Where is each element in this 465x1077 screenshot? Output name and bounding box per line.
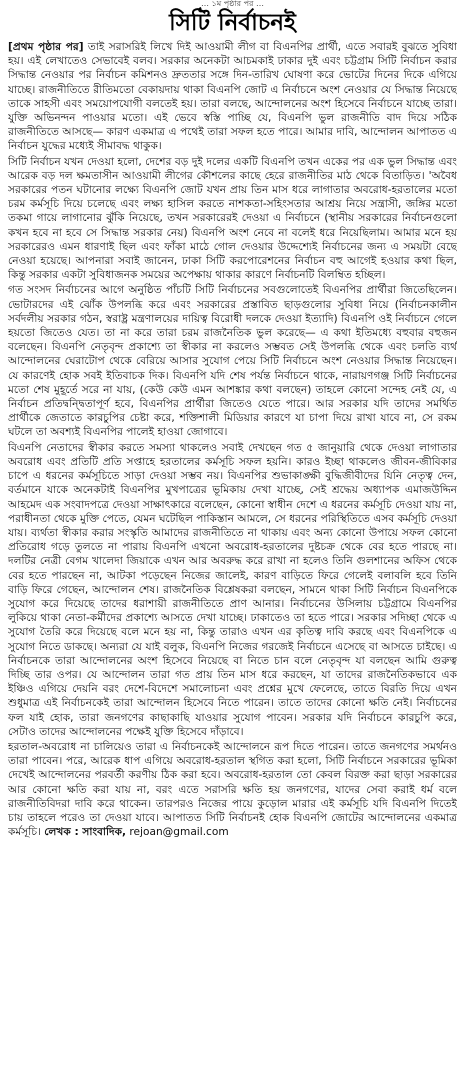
paragraph-4: বিএনপি নেতাদের স্বীকার করতে সমস্যা থাকলেও সবাই দেখছেন গত ৫ জানুয়ারি থেকে দেওয়া লাগাতার অবরোধ এবং প্রতিটি প্রতি সপ্তাহে হরতালের কর্মসূচি সফল হয়নি। কারও ইচ্ছা থাকলেও জীবন-জীবিকার চাপে এ ধরনের কর্মসূচিতে সাড়া দেওয়া সম্ভব নয়। বিএনপির শুভাকাঙ্ক্ষী বুদ্ধিজীবীদের যিনি নেতৃত্ব দেন, বর্তমানে যাকে অনেকটাই বিএনপির মুখপাত্রের ভূমিকায় দেখা যাচ্ছে, সেই শ্রদ্ধেয় অধ্যাপক এমাজউদ্দিন আহমেদ এক সংবাদপত্রে দেওয়া সাক্ষাৎকারে বলেছেন, কোনো স্বাধীন দেশে এ ধরনের কর্মসূচি দেওয়া যায় না, পরাধীনতা থেকে মুক্তি পেতে, যেমন ঘটেছিল পাকিস্তান আমলে, সে ধরনের পরিস্থিতিতে এসব কর্মসূচি দেওয়া যায়। ব্যর্থতা স্বীকার করার সংস্কৃতি আমাদের রাজনীতিতে না থাকায় এবং অন্য কোনো উপায়ে সফল কোনো প্রতিরোধ গড়ে তুলতে না পারায় বিএনপি এখনো অবরোধ-হরতালের দুষ্টচক্র থেকে বের হতে পারছে না। দলটির নেত্রী বেগম খালেদা জিয়াকে এখন আর অবরুদ্ধ করে রাখা না হলেও তিনি গুলশানের অফিস থেকে বের হতে পারছেন না, আটকা পড়েছেন নিজের জালেই, কারণ বাড়িতে ফিরে গেলেই বলাবলি হবে তিনি বাড়ি ফিরে গেছেন, আন্দোলন শেষ। রাজনৈতিক বিশ্লেষকরা বলছেন, সামনে থাকা সিটি নির্বাচন বিএনপিকে সুযোগ করে দিয়েছে তাদের ধরাশায়ী রাজনীতিতে প্রাণ আনার। নির্বাচনের উসিলায় চট্টগ্রামে বিএনপির লুকিয়ে থাকা নেতা-কর্মীদের প্রকাশ্যে আসতে দেখা যাচ্ছে। ঢাকাতেও তা হতে পারে। সরকার সদিচ্ছা থেকে এ সুযোগ তৈরি করে দিয়েছে বলে মনে হয় না, কিন্তু তারাও এখন এর কৃতিত্ব দাবি করছে এবং বিএনপিকে এ সুযোগ নিতে ডাকছে। অন্যরা যে যাই বলুক, বিএনপি নিজের গরজেই নির্বাচনে এসেছে বা আসতে চাইছে। এ নির্বাচনকে তারা আন্দোলনের অংশ হিসেবে নিয়েছে বা নিতে চান বলে নেতৃবৃন্দ যা বলছেন আমি গুরুত্ব দিচ্ছি তার ওপর। যে আন্দোলন তারা গত প্রায় তিন মাস ধরে করছেন, যা তাদের রাজনৈতিকভাবে এক ইঞ্চিও এগিয়ে দেয়নি বরং দেশে-বিদেশে সমালোচনা এবং প্রশ্নের মুখে ফেলেছে, তাতে বিরতি দিয়ে এখন শুধুমাত্র এই নির্বাচনকেই তারা আন্দোলন হিসেবে নিতে পারেন। তাতে তাদের কোনো ক্ষতি নেই। নির্বাচনের ফল যাই হোক, তারা জনগণের কাছাকাছি যাওয়ার সুযোগ পাবেন। সরকার যদি নির্বাচনে কারচুপি করে, সেটাও তাদের আন্দোলনের পক্ষেই যুক্তি হিসেবে দাঁড়াবে। — [8, 441, 457, 738]
headline: সিটি নির্বাচনই — [169, 9, 296, 36]
paragraph-1-text: তাই সরাসরিই লিখে দিই আওয়ামী লীগ বা বিএনপির প্রার্থী, এতে সবারই বুঝতে সুবিধা হয়। এই লেখাতেও সেভাবেই বলব। সরকার অনেকটা আচমকাই ঢাকার দুই এবং চট্টগ্রাম সিটি নির্বাচন করার সিদ্ধান্ত নেওয়ার পর নির্বাচন কমিশনও দ্রুততার সঙ্গে দিন-তারিখ ঘোষণা করে ভোটের দিনের দিকে এগিয়ে যাচ্ছে। রাজনীতিতে রীতিমতো বেকায়দায় থাকা বিএনপি জোট এ নির্বাচনে অংশ নেওয়ার যে সিদ্ধান্ত নিয়েছে তাকে সাহসী এবং সময়োপযোগী বলতেই হয়। তারা বলছে, আন্দোলনের অংশ হিসেবে নির্বাচনে যাচ্ছে তারা। যুক্তি অভিনন্দন পাওয়ার মতো। এই ভেবে স্বস্তি পাচ্ছি যে, বিএনপি ভুল রাজনীতি বাদ দিয়ে সঠিক রাজনীতিতে আসছে— কারণ একমাত্র এ পথেই তারা সফল হতে পারে। আমার দাবি, আন্দোলন আপাতত এ নির্বাচন যুদ্ধের মধ্যেই সীমাবদ্ধ থাকুক। — [8, 41, 457, 153]
paragraph-5-text: হরতাল-অবরোধ না চালিয়েও তারা এ নির্বাচনকেই আন্দোলনে রূপ দিতে পারেন। তাতে জনগণের সমর্থনও তারা পাবেন। পরে, আরেক ধাপ এগিয়ে অবরোধ-হরতাল স্থগিত করা হলো, সিটি নির্বাচনে সরকারের ভূমিকা দেখেই আন্দোলনের পরবর্তী করণীয় ঠিক করা হবে। অবরোধ-হরতাল তো কেবল বিরক্ত করা ছাড়া সরকারের আর কোনো ক্ষতি করা যায় না, বরং এতে সরাসরি ক্ষতি হয় জনগণের, যাদের সেবা করাই ধর্ম বলে রাজনীতিবিদরা দাবি করে থাকেন। তারপরও নিজের পায়ে কুড়োল মারার এই কর্মসূচি যদি বিএনপি দিতেই চায় তাহলে পরেও তা দেওয়া যাবে। আপাতত সিটি নির্বাচনই হোক বিএনপি জোটের আন্দোলনের একমাত্র কর্মসূচি। — [8, 740, 457, 839]
running-head: … ১ম পৃষ্ঠার পর … — [201, 0, 264, 8]
continued-from-front-page: [প্রথম পৃষ্ঠার পর] — [8, 41, 84, 53]
byline: লেখক : সাংবাদিক, — [44, 826, 127, 839]
article-body — [8, 40, 457, 1070]
paragraph-1 — [8, 40, 457, 154]
paragraph-3: গত সংসদ নির্বাচনের আগে অনুষ্ঠিত পাঁচটি সিটি নির্বাচনের সবগুলোতেই বিএনপির প্রার্থীরা জিতেছিলেন। ভোটারদের এই ঝোঁক উপলব্ধি করে এবং সরকারের প্রস্তাবিত ছাড়গুলোর সুবিধা নিয়ে (নির্বাচনকালীন সর্বদলীয় সরকার গঠন, স্বরাষ্ট্র মন্ত্রণালয়ের দায়িত্ব বিরোধী দলকে দেওয়া ইত্যাদি) বিএনপি ওই নির্বাচনে গেলে হয়তো জিতেও যেত। তা না করে তারা চরম রাজনৈতিক ভুল করেছে— এ কথা ইতিমধ্যে বহুবার বহুজন বলেছেন। বিএনপি নেতৃবৃন্দ প্রকাশ্যে তা স্বীকার না করলেও সম্ভবত সেই উপলব্ধি থেকে এবং চলতি ব্যর্থ আন্দোলনের ঘেরাটোপ থেকে বেরিয়ে আসার সুযোগ পেয়ে সিটি নির্বাচনে অংশ নেওয়ার সিদ্ধান্ত নিয়েছেন। যে কারণেই হোক সবই ইতিবাচক দিক। বিএনপি যদি শেষ পর্যন্ত নির্বাচনে থাকে, নারায়ণগঞ্জ সিটি নির্বাচনের মতো শেষ মুহূর্তে সরে না যায়, (কেউ কেউ এমন আশঙ্কার কথা বলছেন) তাহলে কোনো সন্দেহ নেই যে, এ নির্বাচন প্রতিদ্বন্দ্বিতাপূর্ণ হবে, বিএনপির প্রার্থীরা জিতেও যেতে পারে। আর সরকার যদি তাদের সমর্থিত প্রার্থীকে জেতাতে কারচুপির চেষ্টা করে, শক্তিশালী মিডিয়ার কারণে যা চাপা দিয়ে রাখা যাবে না, সে রকম ঘটলে তা অবশ্যই বিএনপির পালেই হাওয়া জোগাবে। — [8, 284, 457, 439]
paragraph-5 — [8, 740, 457, 839]
paragraph-2: সিটি নির্বাচন যখন দেওয়া হলো, দেশের বড় দুই দলের একটি বিএনপি তখন একের পর এক ভুল সিদ্ধান্ত এবং আরেক বড় দল ক্ষমতাসীন আওয়ামী লীগের কৌশলের কাছে হেরে রাজনীতির মাঠ থেকে বিতাড়িত। 'অবৈধ সরকারের পতন ঘটানোর লক্ষ্যে বিএনপি জোট যখন প্রায় তিন মাস ধরে লাগাতার অবরোধ-হরতালের মতো চরম কর্মসূচি দিয়ে চলেছে এবং লক্ষ্য হাসিল করতে নাশকতা-সহিংসতার আশ্রয় নিয়ে সন্ত্রাসী, জঙ্গির মতো তকমা গায়ে লাগানোর ঝুঁকি নিয়েছে, তখন সরকারেরই দেওয়া এ নির্বাচনে (স্থানীয় সরকারের নির্বাচনগুলো কখন হবে না হবে সে সিদ্ধান্ত সরকার নেয়) বিএনপি অংশ নেবে না বলেই ধরে নিয়েছিলাম। আমার মনে হয় সরকারেরও এমন ধারণাই ছিল এবং ফাঁকা মাঠে গোল দেওয়ার উদ্দেশ্যেই নির্বাচনের জন্য এ সময়টা বেছে নেওয়া হয়েছে। আপনারা সবাই জানেন, ঢাকা সিটি করপোরেশনের নির্বাচন বহু আগেই হওয়ার কথা ছিল, কিন্তু সরকার একটা সুবিধাজনক সময়ের অপেক্ষায় থাকার কারণে নির্বাচনটি বিলম্বিত হচ্ছিল। — [8, 155, 457, 282]
author-email[interactable]: rejoan@gmail.com — [129, 826, 229, 839]
